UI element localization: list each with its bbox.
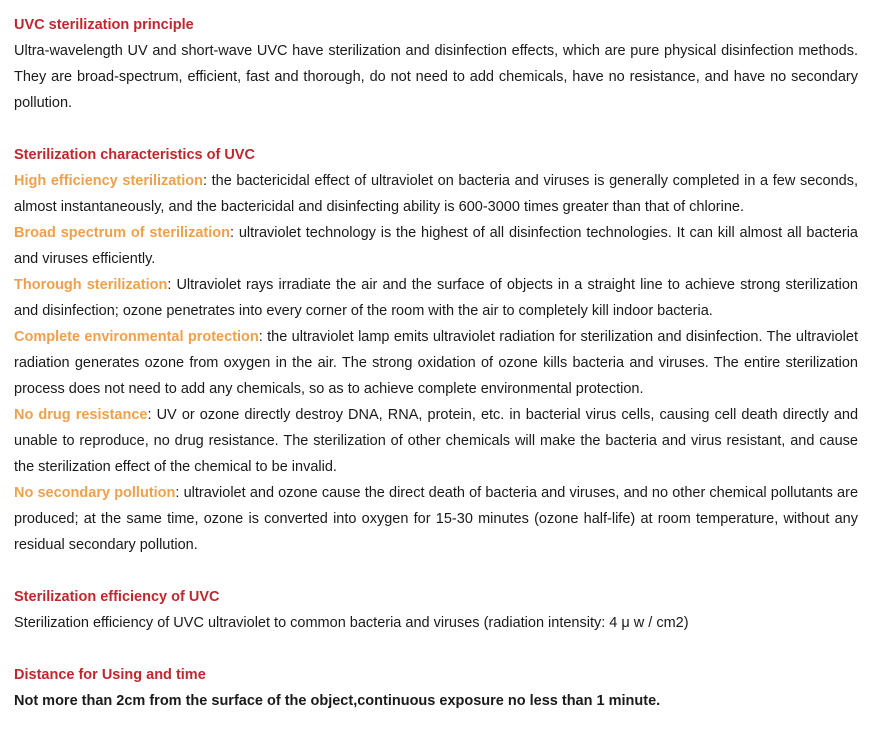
spacer (14, 558, 858, 584)
characteristic-broad-spectrum (14, 220, 858, 272)
characteristic-term: Complete environmental protection (14, 329, 259, 345)
spacer (14, 636, 858, 662)
characteristic-high-efficiency (14, 168, 858, 220)
characteristic-text: : UV or ozone directly destroy DNA, RNA, protein, etc. in bacterial virus cells, causing cell death directly and unable to reproduce, no drug resistance. The sterilization of other chemicals will make the bacteria and virus resistant, and cause the sterilization effect of the chemical to be invalid. (14, 407, 859, 475)
characteristic-text: : the bactericidal effect of ultraviolet on bacteria and viruses is generally completed in a few seconds, almost instantaneously, and the bactericidal and disinfecting ability is 600-3000 times greater than that of chlorine. (14, 173, 858, 215)
distance-text: Not more than 2cm from the surface of the object,continuous exposure no less than 1 minute. (14, 693, 661, 709)
principle-heading: UVC sterilization principle (14, 17, 194, 33)
characteristics-heading: Sterilization characteristics of UVC (14, 147, 255, 163)
efficiency-text: Sterilization efficiency of UVC ultraviolet to common bacteria and viruses (radiation intensity: 4 μ w / cm2) (14, 615, 689, 631)
efficiency-heading: Sterilization efficiency of UVC (14, 589, 220, 605)
characteristic-term: Broad spectrum of sterilization (14, 225, 230, 241)
characteristic-term: Thorough sterilization (14, 277, 168, 293)
characteristic-no-drug-resistance (14, 402, 858, 480)
characteristic-text: : ultraviolet and ozone cause the direct death of bacteria and viruses, and no other chemical pollutants are produced; at the same time, ozone is converted into oxygen for 15-30 minutes (ozone half-life) at room temperature, without any residual secondary pollution. (14, 485, 859, 553)
principle-text: Ultra-wavelength UV and short-wave UVC have sterilization and disinfection effects, which are pure physical disinfection methods. They are broad-spectrum, efficient, fast and thorough, do not need to add chemicals, have no resistance, and have no secondary pollution. (14, 43, 858, 111)
characteristic-term: High efficiency sterilization (14, 173, 203, 189)
characteristic-text: : Ultraviolet rays irradiate the air and the surface of objects in a straight line to achieve strong sterilization and disinfection; ozone penetrates into every corner of the room with the air to completely kill indoor bacteria. (14, 277, 858, 319)
characteristic-thorough (14, 272, 858, 324)
characteristic-term: No secondary pollution (14, 485, 176, 501)
spacer (14, 116, 858, 142)
characteristic-term: No drug resistance (14, 407, 148, 423)
characteristic-text: : the ultraviolet lamp emits ultraviolet radiation for sterilization and disinfection. The ultraviolet radiation generates ozone from oxygen in the air. The strong oxidation of ozone kills bacteria and viruses. The entire sterilization process does not need to add any chemicals, so as to achieve complete environmental protection. (14, 329, 858, 397)
characteristic-text: : ultraviolet technology is the highest of all disinfection technologies. It can kill almost all bacteria and viruses efficiently. (14, 225, 858, 267)
characteristic-environmental (14, 324, 858, 402)
distance-heading: Distance for Using and time (14, 667, 206, 683)
characteristic-no-secondary-pollution (14, 480, 858, 558)
